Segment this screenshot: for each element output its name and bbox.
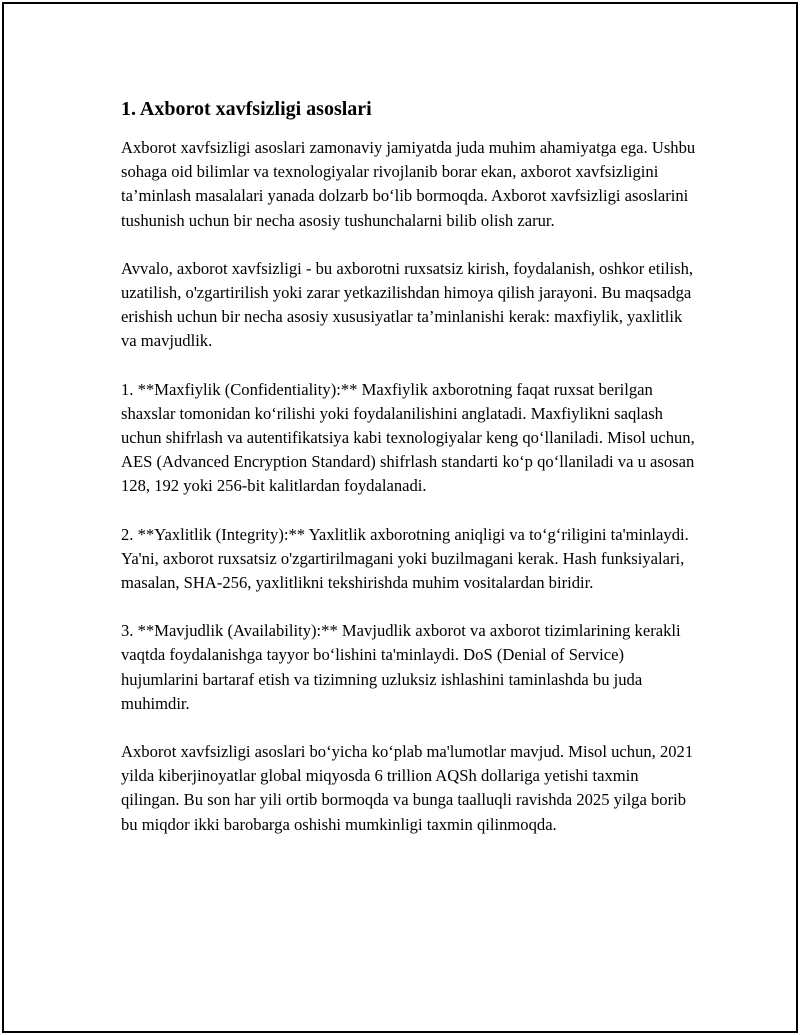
paragraph-definition: Avvalo, axborot xavfsizligi - bu axborotni ruxsatsiz kirish, foydalanish, oshkor etilish, uzatilish, o'zgartirilish yoki zarar yetkazilishdan himoya qilish jarayoni. Bu maqsadga erishish uchun bir necha asosiy xususiyatlar ta’minlanishi kerak: maxfiylik, yaxlitlik va mavjudlik. (121, 258, 694, 351)
paragraph-statistics: Axborot xavfsizligi asoslari bo‘yicha ko‘plab ma'lumotlar mavjud. Misol uchun, 2021 yilda kiberjinoyatlar global miqyosda 6 trillion AQSh dollariga yetishi taxmin qilingan. Bu son har yili ortib bormoqda va bunga taalluqli ravishda 2025 yilga borib bu miqdor ikki barobarga oshishi mumkinligi taxmin qilinmoqda. (121, 742, 694, 834)
paragraph-confidentiality: 1. **Maxfiylik (Confidentiality):** Maxfiylik axborotning faqat ruxsat berilgan shaxslar tomonidan ko‘rilishi yoki foydalanilishini anglatadi. Maxfiylikni saqlash uchun shifrlash va autentifikatsiya kabi texnologiyalar keng qo‘llaniladi. Misol uchun, AES (Advanced Encryption Standard) shifrlash standarti ko‘p qo‘llaniladi va u asosan 128, 192 yoki 256-bit kalitlardan foydalanadi. (121, 379, 695, 496)
document-title: 1. Axborot xavfsizligi asoslari (121, 98, 372, 120)
paragraph-integrity: 2. **Yaxlitlik (Integrity):** Yaxlitlik axborotning aniqligi va to‘g‘riligini ta'minlaydi. Ya'ni, axborot ruxsatsiz o'zgartirilmagani yoki buzilmagani kerak. Hash funksiyalari, masalan, SHA-256, yaxlitlikni tekshirishda muhim vositalardan biridir. (121, 524, 689, 593)
paragraph-intro: Axborot xavfsizligi asoslari zamonaviy jamiyatda juda muhim ahamiyatga ega. Ushbu sohaga oid bilimlar va texnologiyalar rivojlanib borar ekan, axborot xavfsizligini ta’minlash masalalari yanada dolzarb bo‘lib bormoqda. Axborot xavfsizligi asoslarini tushunish uchun bir necha asosiy tushunchalarni bilib olish zarur. (121, 138, 696, 230)
document-body (121, 96, 696, 861)
paragraph-availability: 3. **Mavjudlik (Availability):** Mavjudlik axborot va axborot tizimlarining kerakli vaqtda foydalanishga tayyor bo‘lishini ta'minlaydi. DoS (Denial of Service) hujumlarini bartaraf etish va tizimning uzluksiz ishlashini taminlashda bu juda muhimdir. (121, 621, 681, 713)
page-frame (2, 2, 798, 1033)
